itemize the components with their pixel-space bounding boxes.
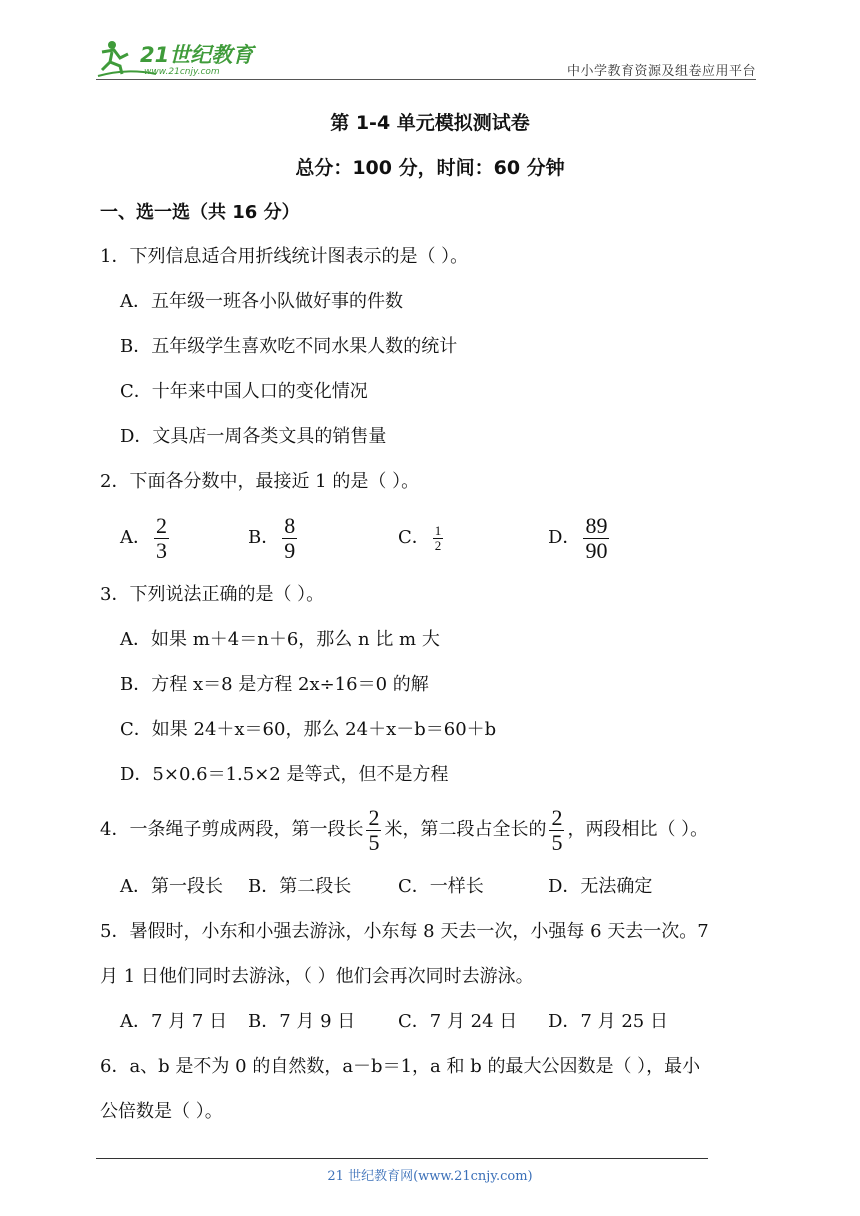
option-label: C． xyxy=(398,527,430,548)
question-3-option-b: B．方程 x＝8 是方程 2x÷16＝0 的解 xyxy=(120,674,429,695)
question-2-option-b xyxy=(248,512,300,564)
stem-text: 4．一条绳子剪成两段，第一段长 xyxy=(100,819,364,840)
question-3-option-c: C．如果 24＋x＝60，那么 24＋x－b＝60＋b xyxy=(120,719,497,740)
fraction-denominator: 3 xyxy=(156,537,167,563)
header-divider xyxy=(96,79,756,80)
option-label: D． xyxy=(548,527,581,548)
stem-text: ，两段相比（ ）。 xyxy=(567,819,709,840)
question-2-stem: 2．下面各分数中，最接近 1 的是（ ）。 xyxy=(100,471,420,492)
runner-logo-icon xyxy=(96,38,266,78)
question-4-option-a: A．第一段长 xyxy=(120,876,223,897)
fraction-denominator: 5 xyxy=(368,829,380,855)
header-platform-text: 中小学教育资源及组卷应用平台 xyxy=(566,64,756,79)
logo-text: 21世纪教育 xyxy=(140,43,254,67)
question-3-stem: 3．下列说法正确的是（ ）。 xyxy=(100,584,325,605)
fraction-numerator: 1 xyxy=(434,522,442,538)
footer-link[interactable]: 21 世纪教育网(www.21cnjy.com) xyxy=(327,1169,533,1184)
logo-url: www.21cnjy.com xyxy=(144,67,220,77)
question-4-option-b: B．第二段长 xyxy=(248,876,352,897)
question-5-option-a: A．7 月 7 日 xyxy=(120,1011,228,1032)
fraction-numerator: 89 xyxy=(585,513,608,539)
question-6-stem-line2: 公倍数是（ ）。 xyxy=(100,1101,223,1122)
question-5-stem-line2: 月 1 日他们同时去游泳，（ ）他们会再次同时去游泳。 xyxy=(100,966,534,987)
fraction-numerator: 8 xyxy=(284,513,296,539)
fraction-numerator: 2 xyxy=(156,513,167,539)
question-1-option-b: B．五年级学生喜欢吃不同水果人数的统计 xyxy=(120,336,458,357)
fraction xyxy=(366,806,381,853)
question-6-stem-line1: 6．a、b 是不为 0 的自然数，a－b＝1，a 和 b 的最大公因数是（ ），最小 xyxy=(100,1056,701,1077)
question-5-stem-line1: 5．暑假时，小东和小强去游泳，小东每 8 天去一次，小强每 6 天去一次。7 xyxy=(100,921,709,942)
stem-text: 米，第二段占全长的 xyxy=(384,819,547,840)
fraction xyxy=(549,806,564,853)
fraction-denominator: 90 xyxy=(585,537,608,563)
fraction xyxy=(282,514,297,561)
fraction-denominator: 9 xyxy=(284,537,296,563)
question-1-stem: 1．下列信息适合用折线统计图表示的是（ ）。 xyxy=(100,246,469,267)
fraction-denominator: 5 xyxy=(551,829,563,855)
question-4-option-c: C．一样长 xyxy=(398,876,484,897)
fraction-numerator: 2 xyxy=(551,805,563,831)
page-title: 第 1-4 单元模拟测试卷 xyxy=(330,112,530,134)
question-3-option-d: D．5×0.6＝1.5×2 是等式，但不是方程 xyxy=(120,764,449,785)
footer-divider xyxy=(96,1158,708,1159)
option-label: B． xyxy=(248,527,280,548)
question-3-option-a: A．如果 m＋4＝n＋6，那么 n 比 m 大 xyxy=(120,629,440,650)
fraction-denominator: 2 xyxy=(434,537,442,553)
question-1-option-a: A．五年级一班各小队做好事的件数 xyxy=(120,291,403,312)
logo xyxy=(96,38,266,78)
question-1-option-d: D．文具店一周各类文具的销售量 xyxy=(120,426,387,447)
question-4-stem xyxy=(100,804,708,856)
fraction xyxy=(433,524,444,552)
question-5-option-d: D．7 月 25 日 xyxy=(548,1011,668,1032)
question-5-option-c: C．7 月 24 日 xyxy=(398,1011,518,1032)
fraction xyxy=(154,514,169,561)
question-4-option-d: D．无法确定 xyxy=(548,876,653,897)
question-2-option-a xyxy=(120,512,172,564)
question-2-option-c xyxy=(398,512,446,564)
question-5-option-b: B．7 月 9 日 xyxy=(248,1011,356,1032)
page-subtitle: 总分：100 分，时间：60 分钟 xyxy=(295,157,565,179)
section-heading: 一、选一选（共 16 分） xyxy=(100,202,300,223)
question-2-option-d xyxy=(548,512,612,564)
question-1-option-c: C．十年来中国人口的变化情况 xyxy=(120,381,368,402)
fraction xyxy=(583,514,609,561)
fraction-numerator: 2 xyxy=(368,805,380,831)
option-label: A． xyxy=(120,527,151,548)
